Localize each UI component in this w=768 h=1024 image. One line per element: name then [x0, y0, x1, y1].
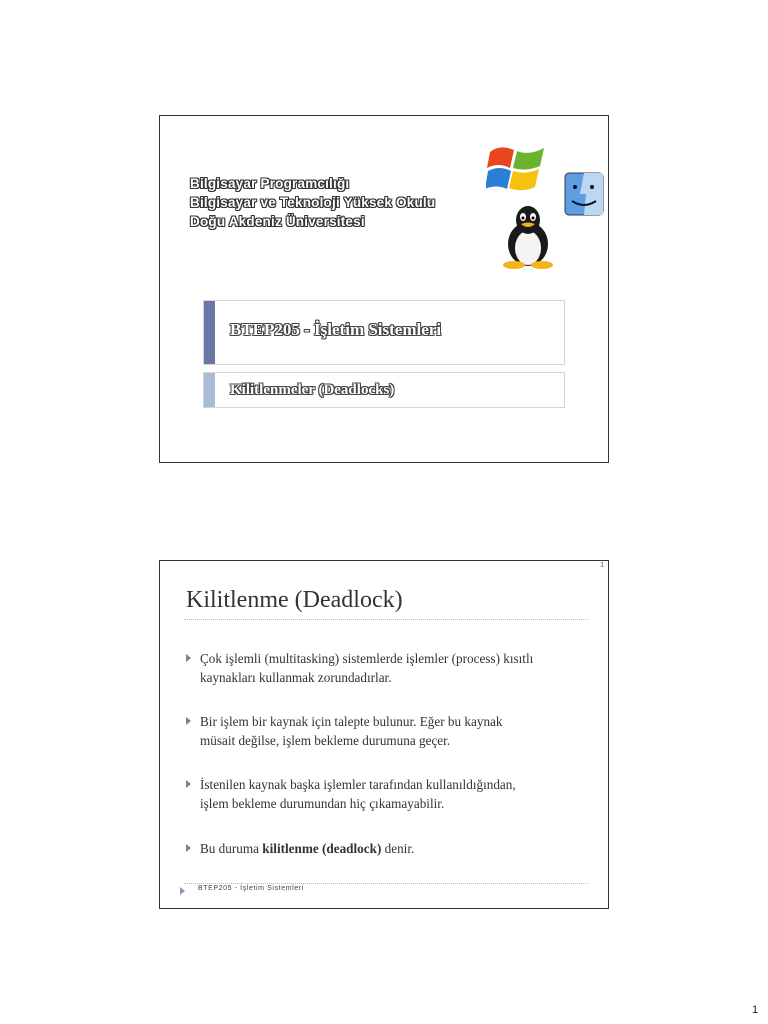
- bullet-item: [186, 775, 596, 813]
- mac-finder-icon: [564, 172, 604, 216]
- bullet-arrow-icon: [186, 844, 191, 852]
- institution-line-1: Bilgisayar Programcılığı: [190, 176, 350, 191]
- accent-bar: [204, 301, 215, 364]
- subtitle-box: [203, 372, 565, 408]
- accent-bar: [204, 373, 215, 407]
- bullet-line: [200, 839, 596, 858]
- bullet-arrow-icon: [186, 780, 191, 788]
- bullet-item: [186, 712, 596, 750]
- institution-heading: [190, 174, 435, 231]
- subtitle: Kilitlenmeler (Deadlocks): [230, 382, 395, 398]
- bullet-line: Bir işlem bir kaynak için talepte bulunur. Eğer bu kaynak: [200, 714, 503, 729]
- bullet-line: müsait değilse, işlem bekleme durumuna geçer.: [200, 733, 451, 748]
- footer-divider: [184, 883, 588, 884]
- bullet-arrow-icon: [186, 717, 191, 725]
- institution-line-2: Bilgisayar ve Teknoloji Yüksek Okulu: [190, 195, 436, 210]
- linux-tux-icon: [500, 204, 556, 270]
- course-title-box: [203, 300, 565, 365]
- bullet-item: [186, 649, 596, 687]
- content-slide: [159, 560, 609, 909]
- bullet-line: İstenilen kaynak başka işlemler tarafından kullanıldığından,: [200, 777, 516, 792]
- footer-arrow-icon: [180, 887, 185, 895]
- bullet-item: [186, 839, 596, 858]
- bullet-text-after: denir.: [381, 841, 415, 856]
- title-slide: [159, 115, 609, 463]
- page-number: 1: [752, 1004, 759, 1016]
- bullet-line: Çok işlemli (multitasking) sistemlerde işlemler (process) kısıtlı: [200, 651, 534, 666]
- slide-number: 1: [600, 562, 604, 569]
- bullet-bold-term: kilitlenme (deadlock): [262, 841, 382, 856]
- title-divider: [184, 619, 588, 620]
- bullet-text-before: Bu duruma: [200, 841, 263, 856]
- course-title: BTEP205 - İşletim Sistemleri: [230, 320, 442, 339]
- bullet-line: kaynakları kullanmak zorundadırlar.: [200, 670, 392, 685]
- institution-line-3: Doğu Akdeniz Üniversitesi: [190, 214, 365, 229]
- bullet-line: işlem bekleme durumundan hiç çıkamayabilir.: [200, 796, 445, 811]
- bullet-arrow-icon: [186, 654, 191, 662]
- slide-title: Kilitlenme (Deadlock): [186, 587, 403, 613]
- slide-footer: BTEP205 - İşletim Sistemleri: [198, 885, 304, 892]
- windows-logo-icon: [486, 142, 548, 198]
